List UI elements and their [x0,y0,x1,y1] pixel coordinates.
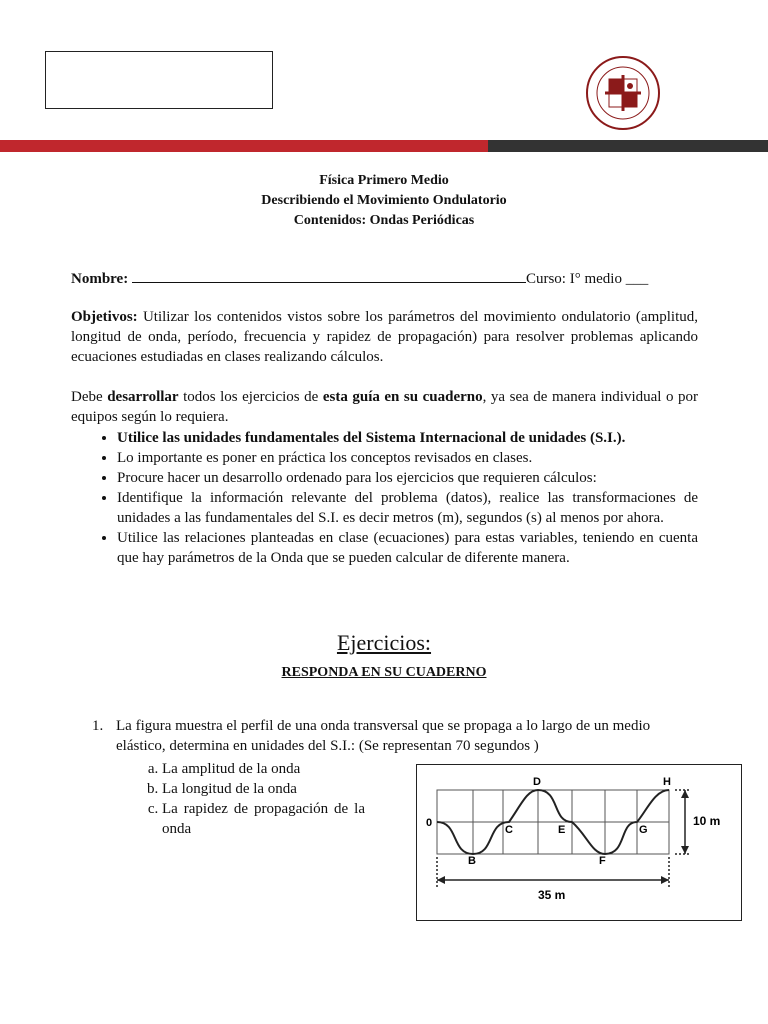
instructions-part3: , ya sea de manera individual o por equipos según lo requiera. [71,389,699,425]
name-blank[interactable] [132,268,526,283]
school-logo [585,55,661,131]
header-bar-dark [488,140,768,152]
rule-item: • Lo importante es poner en práctica los conceptos revisados en clases. [117,448,698,468]
instructions-part1: Debe [71,389,108,405]
question-number: 1. [92,718,104,734]
label-e: E [558,824,566,836]
label-h: H [663,776,671,788]
label-d: D [533,776,541,788]
instructions-part2: todos los ejercicios de [178,389,323,405]
question-1-items [140,759,365,839]
header-bar-red [0,140,488,152]
rule-item: • Procure hacer un desarrollo ordenado para los ejercicios que requieren cálculos: [117,468,698,488]
question-item: b. La longitud de la onda [162,779,365,799]
name-label: Nombre: [71,271,129,287]
question-item: a. La amplitud de la onda [162,759,365,779]
instructions-paragraph [71,387,698,427]
objectives-text: Utilizar los contenidos vistos sobre los parámetros del movimiento ondulatorio (amplitud, longitud de onda, período, frecuencia y rapidez de propagación) para resolver problemas aplicando ecuaciones estudiadas en clases realizando cálculos. [71,309,698,365]
course-label: Curso: I° medio ___ [525,271,649,287]
label-o: 0 [426,817,433,829]
width-label: 35 m [538,888,566,902]
rule-item: • Utilice las relaciones planteadas en clase (ecuaciones) para estas variables, teniendo en cuenta que hay parámetros de la Onda que se pueden calcular de diferente manera. [117,528,698,568]
height-dimension [675,790,691,854]
label-f: F [599,855,606,867]
student-name-box[interactable] [45,51,273,109]
label-g: G [639,824,648,836]
wave-diagram [417,765,741,920]
exercises-subtitle-text: RESPONDA EN SU CUADERNO [281,665,487,680]
instructions-bold2: esta guía en su cuaderno [322,389,483,405]
wave-figure [416,764,742,921]
height-label: 10 m [693,814,721,828]
name-course-line [71,268,648,288]
question-text: La figura muestra el perfil de una onda transversal que se propaga a lo largo de un medio elástico, determina en unidades del S.I.: (Se representan 70 segundos ) [116,718,651,754]
label-c: C [505,824,513,836]
objectives-paragraph [71,307,698,367]
subject-title: Física Primero Medio [319,173,449,188]
rule-item: • Identifique la información relevante del problema (datos), realice las transformaciones de unidades a las fundamentales del S.I. es decir metros (m), segundos (s) al menos por ahora. [117,488,698,528]
exercises-subtitle [0,665,768,681]
exercises-title-text: Ejercicios: [336,630,432,655]
label-b: B [468,855,476,867]
instructions-bold1: desarrollar [107,389,179,405]
topic-title: Describiendo el Movimiento Ondulatorio [261,193,507,208]
exercises-title [0,630,768,656]
question-item: c. La rapidez de propagación de la onda [162,799,365,839]
rule-text: Utilice las unidades fundamentales del Sistema Internacional de unidades (S.I.). [117,430,626,446]
contents-title: Contenidos: Ondas Periódicas [293,213,475,228]
rule-item [117,428,698,448]
rules-list [71,428,698,568]
objectives-label: Objetivos: [71,309,138,325]
